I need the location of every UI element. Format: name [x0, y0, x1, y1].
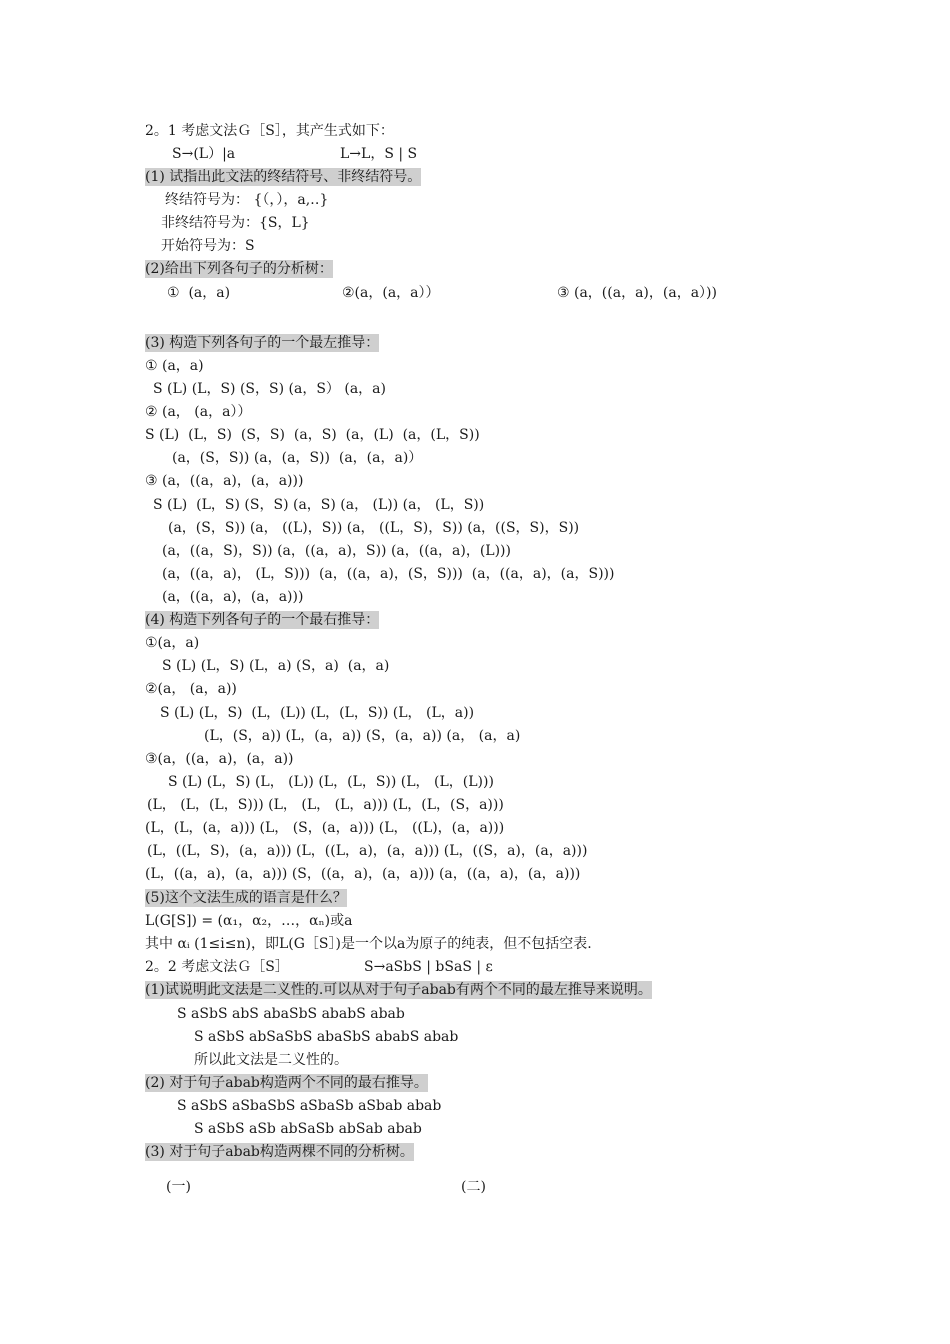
derivation-line: S aSbS abS abaSbS ababS abab	[177, 1006, 405, 1022]
tree-label: (一)	[166, 1179, 191, 1195]
derivation-line: S (L) (L，S) (L，a) (S，a) (a，a)	[162, 658, 390, 674]
q2-2-3-heading: (3) 对于句子abab构造两棵不同的分析树。	[145, 1144, 414, 1160]
derivation-line: S (L) (L，S) (L， (L)) (L，(L，S)) (L， (L，(L)))	[168, 774, 494, 790]
nonterminals-text: 非终结符号为：{S，L}	[161, 215, 310, 231]
q5-answer-explanation: 其中 αᵢ (1≤i≤n)，即L(G［S］)是一个以a为原子的纯表，但不包括空表.	[145, 936, 592, 952]
q2-item: ③ (a，((a，a)，(a，a）))	[557, 285, 717, 301]
derivation-line: S aSbS aSb abSaSb abSab abab	[194, 1121, 422, 1137]
derivation-line: ③(a，((a，a)，(a，a))	[145, 751, 294, 767]
tree-label: (二)	[461, 1179, 486, 1195]
derivation-line: (L，(S，a)) (L，(a，a)) (S，(a，a)) (a， (a，a)	[204, 728, 521, 744]
derivation-line: (a，(S，S)) (a，(a，S)) (a，(a，a)）	[172, 450, 423, 466]
problem-2-2-production: S→aSbS | bSaS | ε	[364, 959, 493, 975]
q2-2-2-heading: (2) 对于句子abab构造两个不同的最右推导。	[145, 1075, 428, 1091]
start-symbol-text: 开始符号为：S	[161, 238, 255, 254]
q4-heading: (4) 构造下列各句子的一个最右推导：	[145, 612, 380, 628]
problem-2-1-title: 2。1 考虑文法Ｇ［S］，其产生式如下：	[145, 123, 394, 139]
derivation-line: (a，((a，S)，S)) (a，((a，a)，S)) (a，((a，a)，(L)))	[162, 543, 511, 559]
derivation-line: (L， (L，(L，S))) (L， (L， (L，a))) (L，(L，(S，a)))	[147, 797, 504, 813]
q3-heading: (3) 构造下列各句子的一个最左推导：	[145, 335, 380, 351]
derivation-line: S (L) (L，S) (S，S) (a，S) (a，(L) (a，(L，S))	[145, 427, 480, 443]
derivation-line: ①(a，a)	[145, 635, 200, 651]
derivation-line: ③ (a，((a，a)，(a，a)))	[145, 473, 304, 489]
q1-heading: (1) 试指出此文法的终结符号、非终结符号。	[145, 169, 422, 185]
derivation-line: S aSbS aSbaSbS aSbaSb aSbab abab	[177, 1098, 442, 1114]
derivation-line: S (L) (L，S) (S，S) (a，S) (a， (L)) (a， (L，S))	[153, 497, 485, 513]
derivation-line: (L，((L，S)，(a，a))) (L，((L，a)，(a，a))) (L，((S，a)，(a，a)))	[147, 843, 588, 859]
q2-item: ① (a，a)	[167, 285, 231, 301]
q2-heading: (2)给出下列各句子的分析树：	[145, 261, 333, 277]
problem-2-2-title: 2。2 考虑文法Ｇ［S］	[145, 959, 289, 975]
derivation-line: S (L) (L，S) (L，(L)) (L，(L，S)) (L， (L，a))	[160, 705, 475, 721]
q2-item: ②(a，(a，a））	[342, 285, 440, 301]
derivation-line: ② (a， (a，a））	[145, 404, 252, 420]
production-l: L→L，S | S	[340, 146, 418, 162]
terminals-text: 终结符号为： {（，），a,‥}	[165, 192, 329, 208]
derivation-line: S aSbS abSaSbS abaSbS ababS abab	[194, 1029, 459, 1045]
q2-2-1-heading: (1)试说明此文法是二义性的.可以从对于句子abab有两个不同的最左推导来说明。	[145, 982, 652, 998]
derivation-line: ②(a， (a，a))	[145, 681, 237, 697]
derivation-line: (L，(L，(a，a))) (L， (S，(a，a))) (L， ((L)，(a，a)))	[145, 820, 505, 836]
q5-heading: (5)这个文法生成的语言是什么？	[145, 890, 347, 906]
conclusion-text: 所以此文法是二义性的。	[194, 1052, 348, 1068]
derivation-line: (a，((a，a)，(a，a)))	[162, 589, 304, 605]
q5-answer: L(G[S]) = (α₁，α₂，…，αₙ)或a	[145, 913, 353, 929]
production-s: S→(L）|a	[172, 146, 236, 162]
derivation-line: (a，((a，a)， (L，S))) (a，((a，a)，(S，S))) (a，((a，a)，(a，S)))	[162, 566, 615, 582]
derivation-line: ① (a，a)	[145, 358, 204, 374]
derivation-line: S (L) (L，S) (S，S) (a，S） (a，a)	[153, 381, 386, 397]
derivation-line: (L，((a，a)，(a，a))) (S，((a，a)，(a，a))) (a，((a，a)，(a，a)))	[145, 866, 581, 882]
derivation-line: (a，(S，S)) (a， ((L)，S)) (a， ((L，S)，S)) (a，((S，S)，S))	[168, 520, 580, 536]
